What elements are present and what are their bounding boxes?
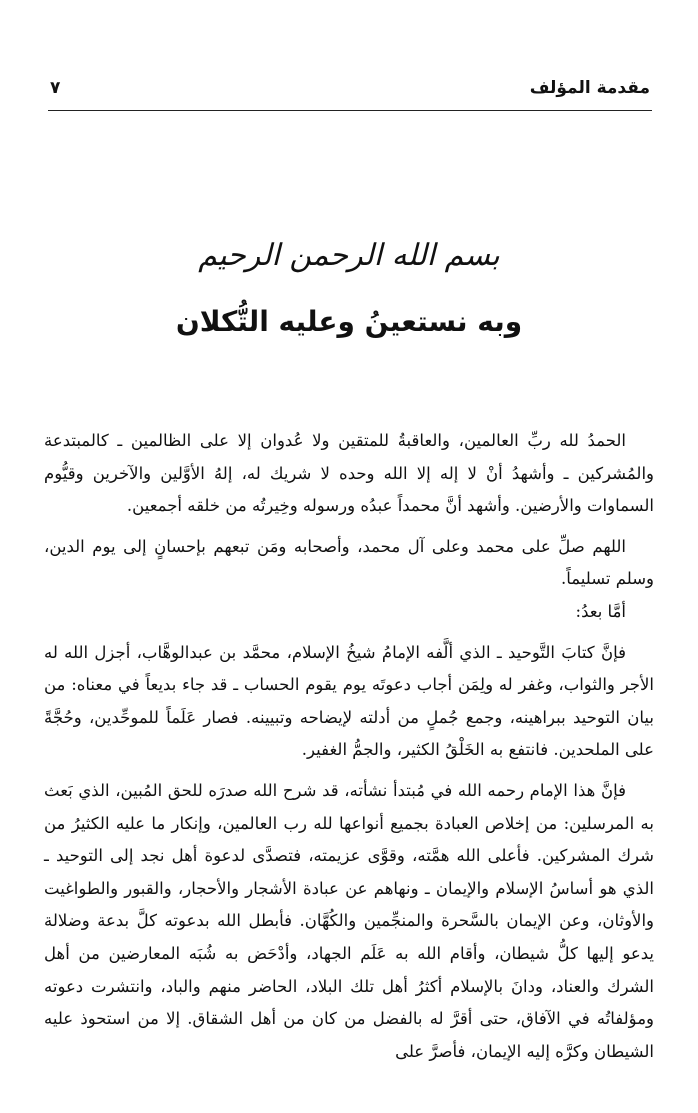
chapter-title: مقدمة المؤلف [529, 78, 650, 98]
opening-invocation: وبه نستعينُ وعليه التُّكلان [175, 305, 523, 338]
page-number: ٧ [50, 78, 61, 98]
running-header [50, 68, 650, 98]
paragraph-imam-dawah: فإنَّ هذا الإمام رحمه الله في مُبتدأ نشأته، قد شرح الله صدرَه للحق المُبين، الذي بَعث به المرسلين: من إخلاص العبادة بجميع أنواعها لله رب العالمين، وإنكار ما عليه الكثيرُ من شرك المشركين. فأعلى الله همَّته، وقوَّى عزيمته، فتصدَّى لدعوة أهل نجد إلى التوحيد ـ الذي هو أساسُ الإسلام والإيمان ـ ونهاهم عن عبادة الأشجار والأحجار، والقبور والطواغيت والأوثان، وعن الإيمان بالسَّحرة والمنجِّمين والكُهَّان. فأبطل الله بدعوته كلَّ بدعة وضلالة يدعو إليها كلُّ شيطان، وأقام الله به عَلَم الجهاد، وأدْحَض به شُبَه المعارضين من أهل الشرك والعناد، ودانَ بالإسلام أكثرُ أهل تلك البلاد، الحاضر منهم والباد، وانتشرت دعوته ومؤلفاتُه في الآفاق، حتى أقرَّ له بالفضل من كان من أهل الشقاق. إلا من استحوذ عليه الشيطان وكرَّه إليه الإيمان، فأصرَّ على [44, 780, 654, 1061]
basmala-calligraphy: بسم الله الرحمن الرحيم [198, 238, 500, 273]
paragraph-kitab-tawhid: فإنَّ كتابَ التَّوحيد ـ الذي ألَّفه الإمامُ شيخُ الإسلام، محمَّد بن عبدالوهَّاب، أجزل الله له الأجر والثواب، وغفر له ولِمَن أجاب دعوتَه يوم يقوم الحساب ـ قد جاء بديعاً في معناه: من بيان التوحيد ببراهينه، وجمع جُملٍ من أدلته لإيضاحه وتبيينه. فصار عَلَماً للموحِّدين، وحُجَّةً على الملحدين. فانتفع به الخَلْقُ الكثير، والجمُّ الغفير. [44, 642, 654, 760]
header-divider [48, 110, 652, 111]
paragraph-amma-bad: أمَّا بعدُ: [575, 601, 626, 621]
paragraph-salutation: اللهم صلِّ على محمد وعلى آل محمد، وأصحابه ومَن تبعهم بإحسانٍ إلى يوم الدين، وسلم تسليماً. [44, 536, 654, 589]
body-text [44, 425, 654, 1076]
paragraph-praise: الحمدُ لله ربِّ العالمين، والعاقبةُ للمتقين ولا عُدوان إلا على الظالمين ـ كالمبتدعة والمُشركين ـ وأشهدُ أنْ لا إله إلا الله وحده لا شريك له، إلهُ الأوَّلين والآخرين وقيُّوم السماوات والأرضين. وأشهد أنَّ محمداً عبدُه ورسوله وخِيرتُه من خلقه أجمعين. [44, 431, 654, 516]
